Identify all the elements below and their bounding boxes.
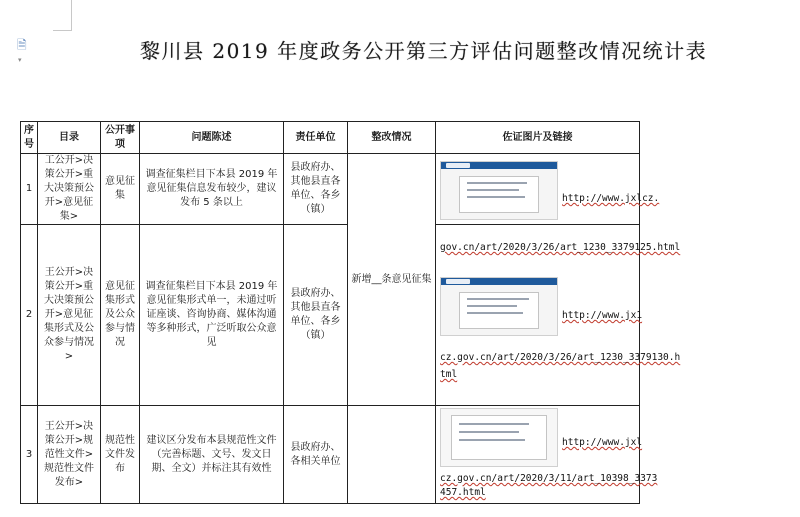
evidence-screenshot-image bbox=[440, 277, 558, 336]
cell-category: 王公开>决策公开>重大决策预公开>意见征集形式及公众参与情况> bbox=[38, 225, 101, 406]
header-evidence: 佐证图片及链接 bbox=[436, 122, 640, 154]
evidence-link[interactable]: http://www.jxl bbox=[562, 437, 643, 448]
page-corner-marker bbox=[53, 0, 72, 31]
evidence-link[interactable]: http://www.jx1 bbox=[562, 310, 643, 321]
cell-issue: 建议区分发布本县规范性文件（完善标题、文号、发文日期、全文）并标注其有效性 bbox=[140, 406, 284, 504]
cell-status-empty bbox=[348, 406, 436, 504]
evidence-link[interactable]: gov.cn/art/2020/3/26/art_1230_3379125.html bbox=[440, 242, 681, 253]
evidence-link[interactable]: cz.gov.cn/art/2020/3/26/art_1230_3379130.h bbox=[440, 352, 681, 363]
cell-status: 新增__条意见征集 bbox=[348, 154, 436, 406]
evidence-screenshot-image bbox=[440, 408, 558, 467]
evidence-link[interactable]: tml bbox=[440, 369, 458, 380]
cell-unit: 县政府办、其他县直各单位、各乡（镇） bbox=[284, 154, 348, 225]
cell-category: 工公开>决策公开>重大决策预公开>意见征集> bbox=[38, 154, 101, 225]
table-row bbox=[21, 154, 640, 225]
cell-unit: 县政府办、各相关单位 bbox=[284, 406, 348, 504]
rectification-table bbox=[20, 121, 681, 504]
evidence-link[interactable]: http://www.jxlcz. bbox=[562, 193, 660, 204]
table-row bbox=[21, 406, 640, 504]
cell-evidence bbox=[436, 225, 681, 406]
header-unit: 责任单位 bbox=[284, 122, 348, 154]
cell-evidence bbox=[436, 154, 660, 225]
cell-seq: 3 bbox=[21, 406, 38, 504]
cell-item: 意见征集形式及公众参与情况 bbox=[101, 225, 140, 406]
cell-evidence bbox=[436, 406, 658, 504]
cell-item: 规范性文件发布 bbox=[101, 406, 140, 504]
cell-unit: 县政府办、其他县直各单位、各乡（镇） bbox=[284, 225, 348, 406]
cell-category: 王公开>决策公开>规范性文件>规范性文件发布> bbox=[38, 406, 101, 504]
cell-seq: 2 bbox=[21, 225, 38, 406]
chevron-down-icon: ▾ bbox=[18, 55, 22, 64]
header-status: 整改情况 bbox=[348, 122, 436, 154]
header-category: 目录 bbox=[38, 122, 101, 154]
cell-seq: 1 bbox=[21, 154, 38, 225]
header-seq: 序号 bbox=[21, 122, 38, 154]
cell-issue: 调查征集栏目下本县 2019 年意见征集信息发布较少，建议发布 5 条以上 bbox=[140, 154, 284, 225]
evidence-link[interactable]: 457.html bbox=[440, 487, 486, 498]
table-header-row bbox=[21, 122, 640, 154]
page-title: 黎川县 2019 年度政务公开第三方评估问题整改情况统计表 bbox=[140, 39, 708, 63]
cell-issue: 调查征集栏目下本县 2019 年意见征集形式单一，未通过听证座谈、咨询协商、媒体沟通等多种形式，广泛听取公众意见 bbox=[140, 225, 284, 406]
document-icon[interactable]: 🗎▾ bbox=[17, 38, 27, 64]
header-item: 公开事项 bbox=[101, 122, 140, 154]
header-issue: 问题陈述 bbox=[140, 122, 284, 154]
evidence-screenshot-image bbox=[440, 161, 558, 220]
evidence-link[interactable]: cz.gov.cn/art/2020/3/11/art_10398_3373 bbox=[440, 473, 658, 484]
cell-item: 意见征集 bbox=[101, 154, 140, 225]
table-row bbox=[21, 225, 640, 406]
